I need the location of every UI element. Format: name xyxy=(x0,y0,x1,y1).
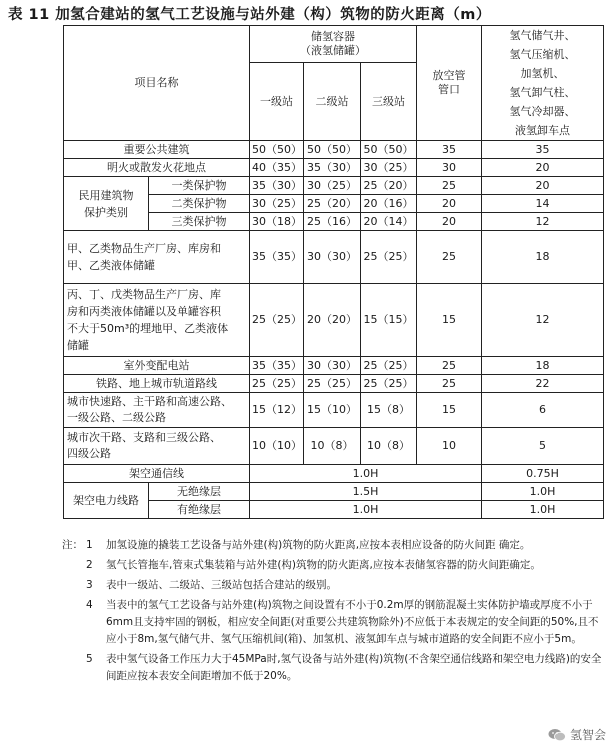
cell-other: 20 xyxy=(482,177,604,195)
fire-distance-table xyxy=(63,25,604,519)
cell-g3: 20（14） xyxy=(361,213,417,231)
cell-g2: 50（50） xyxy=(304,141,361,159)
watermark xyxy=(548,726,606,743)
note-text: 表中氢气设备工作压力大于45MPa时,氢气设备与站外建(构)筑物(不含架空通信线路和架空电力线路)的安全间距应按本表安全间距增加不低于20%。 xyxy=(106,653,602,682)
cell-vent: 25 xyxy=(417,375,482,393)
cell-other: 22 xyxy=(482,375,604,393)
cell-g3: 25（20） xyxy=(361,177,417,195)
cell-g2: 25（25） xyxy=(304,375,361,393)
cell-g3: 30（25） xyxy=(361,159,417,177)
row-name: 三类保护物 xyxy=(149,213,250,231)
header-grade2: 二级站 xyxy=(304,63,361,141)
table-title: 表 11 加氢合建站的氢气工艺设施与站外建（构）筑物的防火距离（m） xyxy=(8,7,491,23)
note-text: 加氢设施的撬装工艺设备与站外建(构)筑物的防火距离,应按本表相应设备的防火间距 确定。 xyxy=(106,539,531,551)
cell-other: 12 xyxy=(482,213,604,231)
cell-vent: 10 xyxy=(417,428,482,465)
cell-g1: 30（18） xyxy=(250,213,304,231)
cell-vent: 15 xyxy=(417,284,482,357)
note-number: 5 xyxy=(86,653,93,665)
cell-g1: 30（25） xyxy=(250,195,304,213)
cell-g3: 25（25） xyxy=(361,375,417,393)
cell-g2: 30（30） xyxy=(304,357,361,375)
group-civil-buildings: 民用建筑物 保护类别 xyxy=(64,177,149,231)
table-row xyxy=(64,141,604,159)
cell-other: 14 xyxy=(482,195,604,213)
cell-other: 18 xyxy=(482,231,604,284)
cell-g1: 35（35） xyxy=(250,231,304,284)
cell-vent: 20 xyxy=(417,213,482,231)
cell-vent: 25 xyxy=(417,231,482,284)
table-row xyxy=(64,375,604,393)
cell-g1: 50（50） xyxy=(250,141,304,159)
cell-g2: 20（20） xyxy=(304,284,361,357)
row-name: 城市快速路、主干路和高速公路、 一级公路、二级公路 xyxy=(64,393,250,428)
cell-g1: 25（25） xyxy=(250,284,304,357)
note-item xyxy=(62,651,607,685)
cell-vent: 35 xyxy=(417,141,482,159)
row-name: 无绝缘层 xyxy=(149,483,250,501)
row-name: 铁路、地上城市轨道路线 xyxy=(64,375,250,393)
header-other: 氢气储气井、 氢气压缩机、 加氢机、 氢气卸气柱、 氢气冷却器、 液氢卸车点 xyxy=(482,26,604,141)
table-row xyxy=(64,159,604,177)
cell-other: 20 xyxy=(482,159,604,177)
cell-g2: 30（30） xyxy=(304,231,361,284)
cell-vent: 30 xyxy=(417,159,482,177)
cell-g1: 10（10） xyxy=(250,428,304,465)
cell-vent: 20 xyxy=(417,195,482,213)
cell-vent: 25 xyxy=(417,177,482,195)
cell-g1: 15（12） xyxy=(250,393,304,428)
table-notes xyxy=(62,537,607,685)
cell-g2: 15（10） xyxy=(304,393,361,428)
cell-other: 12 xyxy=(482,284,604,357)
note-text: 表中一级站、二级站、三级站包括合建站的级别。 xyxy=(106,579,337,591)
note-text: 氢气长管拖车,管束式集装箱与站外建(构)筑物的防火距离,应按本表储氢容器的防火间距确定。 xyxy=(106,559,541,571)
cell-g2: 25（16） xyxy=(304,213,361,231)
cell-other: 18 xyxy=(482,357,604,375)
cell-g2: 35（30） xyxy=(304,159,361,177)
cell-other: 1.0H xyxy=(482,501,604,519)
cell-vent: 15 xyxy=(417,393,482,428)
cell-vent: 25 xyxy=(417,357,482,375)
cell-other: 1.0H xyxy=(482,483,604,501)
cell-g1: 35（35） xyxy=(250,357,304,375)
table-row xyxy=(64,231,604,284)
cell-other: 6 xyxy=(482,393,604,428)
row-name: 室外变配电站 xyxy=(64,357,250,375)
cell-merged: 1.5H xyxy=(250,483,482,501)
cell-g3: 15（8） xyxy=(361,393,417,428)
header-grade1: 一级站 xyxy=(250,63,304,141)
wechat-icon xyxy=(548,728,566,742)
table-row xyxy=(64,284,604,357)
cell-merged: 1.0H xyxy=(250,501,482,519)
cell-merged: 1.0H xyxy=(250,465,482,483)
note-item xyxy=(62,577,607,594)
header-storage: 储氢容器 （液氢储罐） xyxy=(250,26,417,63)
table-row xyxy=(64,393,604,428)
header-item-name: 项目名称 xyxy=(64,26,250,141)
note-number: 4 xyxy=(86,599,93,611)
cell-g3: 20（16） xyxy=(361,195,417,213)
cell-g3: 25（25） xyxy=(361,231,417,284)
note-item xyxy=(62,537,607,554)
cell-other: 5 xyxy=(482,428,604,465)
table-row xyxy=(64,177,604,195)
cell-g1: 25（25） xyxy=(250,375,304,393)
row-name: 甲、乙类物品生产厂房、库房和 甲、乙类液体储罐 xyxy=(64,231,250,284)
note-item xyxy=(62,557,607,574)
row-name: 架空通信线 xyxy=(64,465,250,483)
cell-g3: 15（15） xyxy=(361,284,417,357)
cell-g3: 50（50） xyxy=(361,141,417,159)
row-name: 城市次干路、支路和三级公路、 四级公路 xyxy=(64,428,250,465)
table-row xyxy=(64,357,604,375)
note-text: 当表中的氢气工艺设备与站外建(构)筑物之间设置有不小于0.2m厚的钢筋混凝土实体防护墙或厚度不小于6mm且支持牢固的钢板，相应安全间距(对重要公共建筑物除外)不应低于本表规定的安全间距的50%,且不应小于8m,氢气储气井、氢气压缩机间(箱)、加氢机、液氢卸车点与城市道路的安全间距不应小于5m。 xyxy=(106,599,599,645)
row-name: 重要公共建筑 xyxy=(64,141,250,159)
cell-g3: 10（8） xyxy=(361,428,417,465)
row-name: 丙、丁、戊类物品生产厂房、库 房和丙类液体储罐以及单罐容积 不大于50m³的埋地甲、乙类液体 储罐 xyxy=(64,284,250,357)
cell-other: 0.75H xyxy=(482,465,604,483)
row-name: 有绝缘层 xyxy=(149,501,250,519)
notes-label: 注： xyxy=(62,539,83,551)
group-power-lines: 架空电力线路 xyxy=(64,483,149,519)
cell-g3: 25（25） xyxy=(361,357,417,375)
row-name: 明火或散发火花地点 xyxy=(64,159,250,177)
note-number: 2 xyxy=(86,559,93,571)
cell-g2: 10（8） xyxy=(304,428,361,465)
table-row xyxy=(64,465,604,483)
cell-g1: 40（35） xyxy=(250,159,304,177)
cell-g2: 25（20） xyxy=(304,195,361,213)
header-vent: 放空管 管口 xyxy=(417,26,482,141)
cell-g2: 30（25） xyxy=(304,177,361,195)
watermark-text: 氢智会 xyxy=(569,728,606,742)
note-number: 3 xyxy=(86,579,93,591)
note-item xyxy=(62,597,607,648)
note-number: 1 xyxy=(86,539,93,551)
cell-g1: 35（30） xyxy=(250,177,304,195)
row-name: 一类保护物 xyxy=(149,177,250,195)
row-name: 二类保护物 xyxy=(149,195,250,213)
table-row xyxy=(64,428,604,465)
table-row xyxy=(64,483,604,501)
header-grade3: 三级站 xyxy=(361,63,417,141)
cell-other: 35 xyxy=(482,141,604,159)
